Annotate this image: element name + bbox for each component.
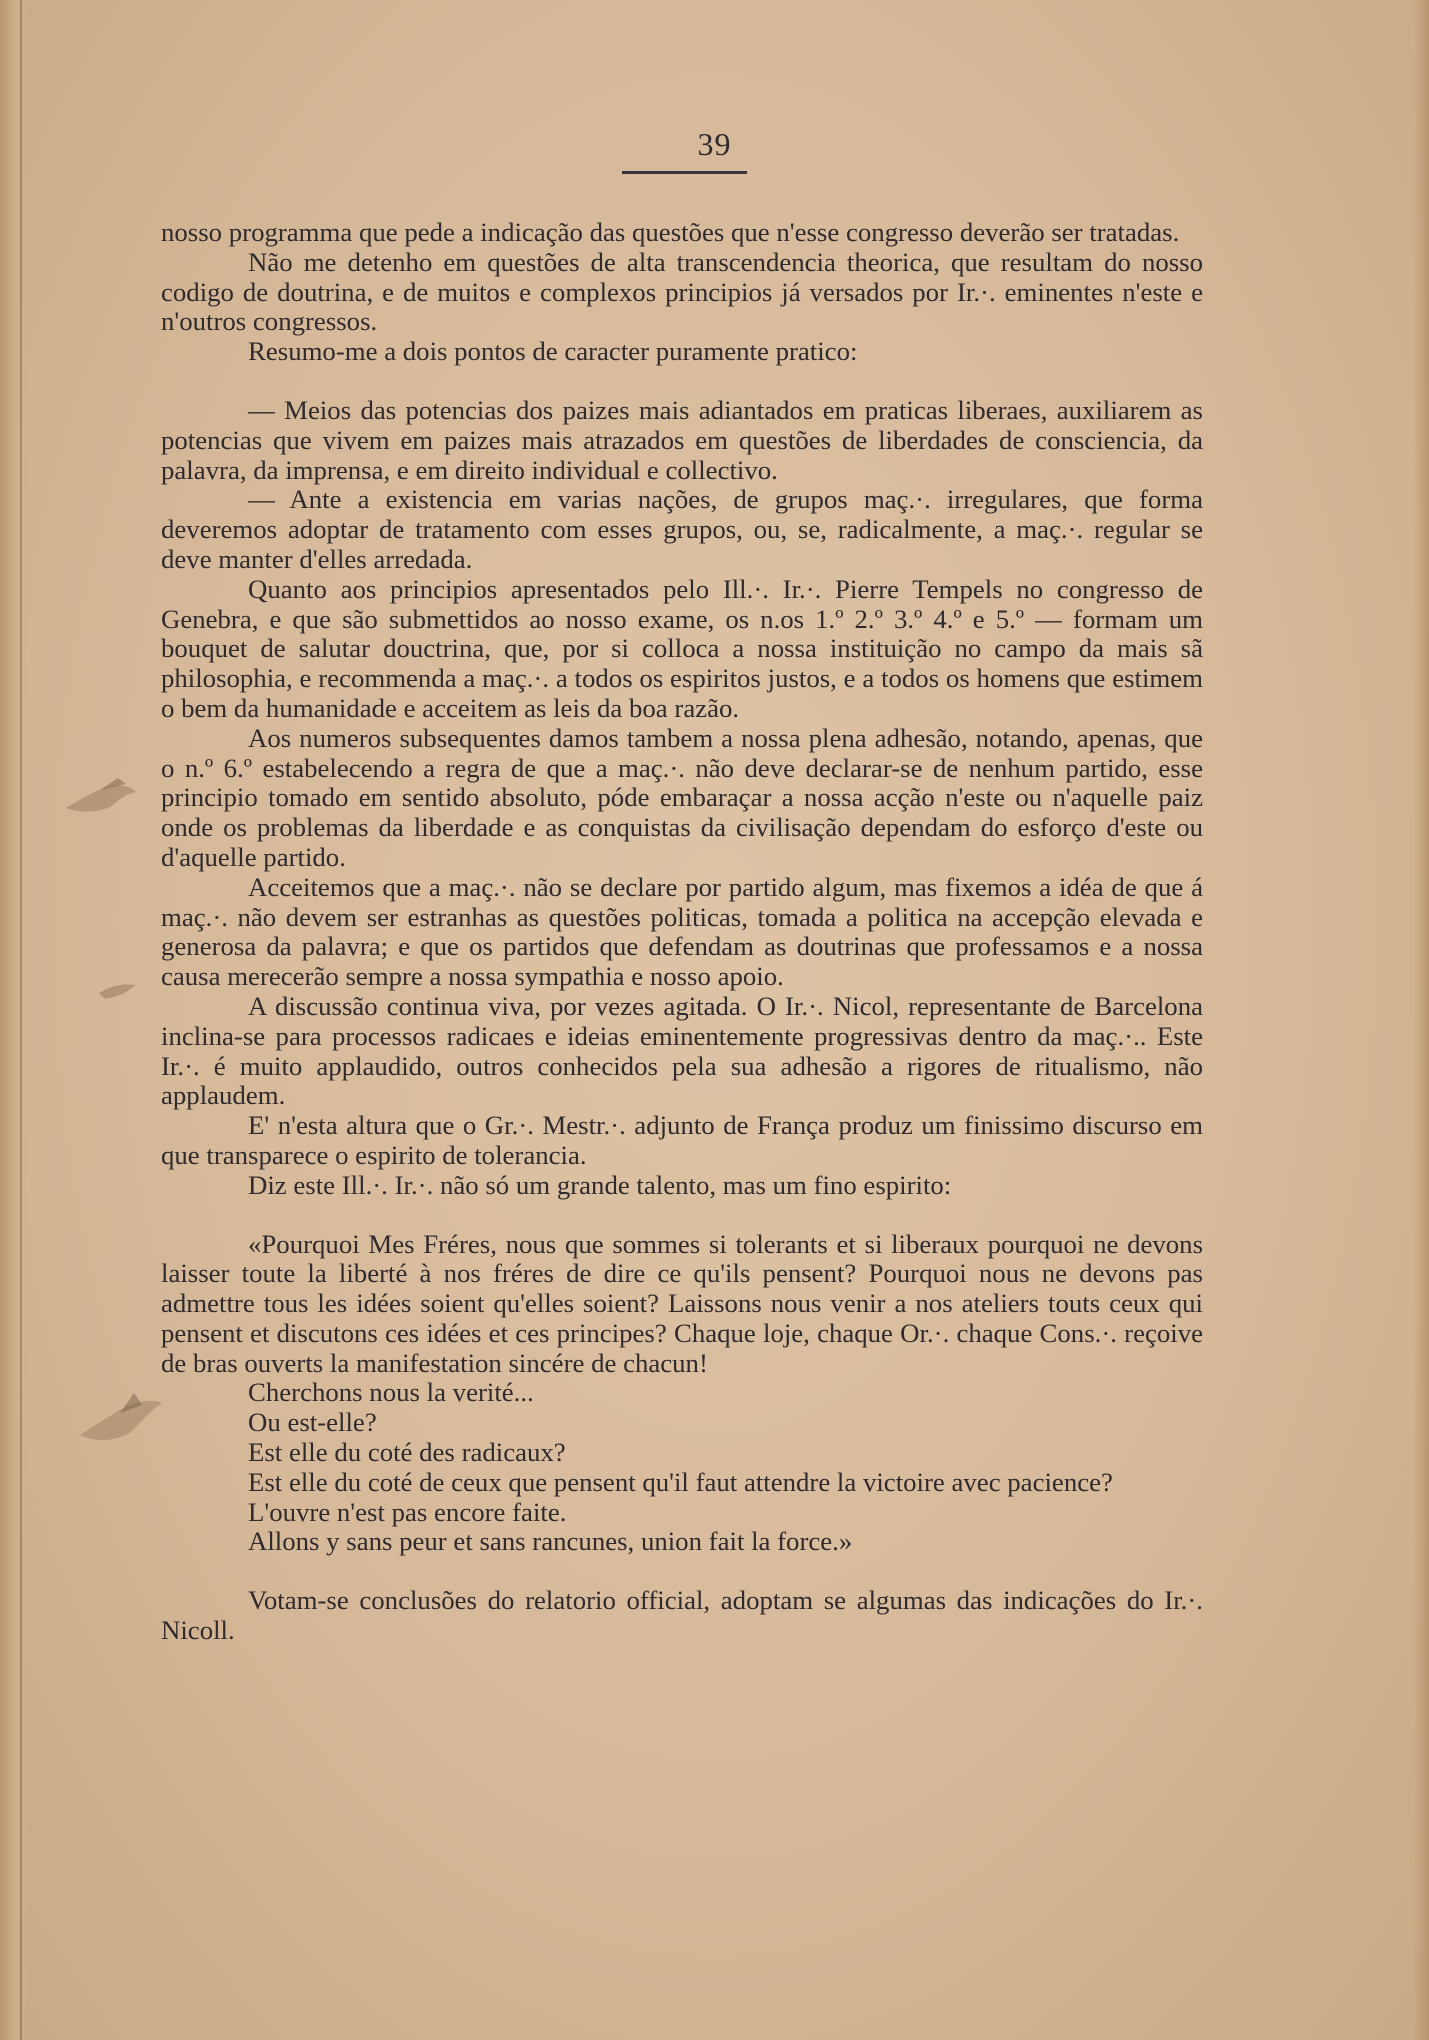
paragraph: Não me detenho em questões de alta transcendencia theorica, que resultam do nosso codigo de doutrina, e de muitos e complexos principios já versados por Ir.·. eminentes n'este e n'outros congressos.: [161, 246, 1203, 337]
quoted-line: Est elle du coté de ceux que pensent qu'il faut attendre la victoire avec pacience?: [248, 1466, 1113, 1497]
paragraph: E' n'esta altura que o Gr.·. Mestr.·. adjunto de França produz um finissimo discurso em que transparece o espirito de tolerancia.: [161, 1110, 1203, 1170]
paragraph: — Ante a existencia em varias nações, de grupos maç.·. irregulares, que forma deveremos adoptar de tratamento com esses grupos, ou, se, radicalmente, a maç.·. regular se deve manter d'elles arredada.: [161, 484, 1203, 574]
paper-damage-mark: [95, 975, 145, 1005]
page-right-edge: [1413, 0, 1429, 2040]
paragraph: nosso programma que pede a indicação das questões que n'esse congresso deverão ser tratadas.: [161, 217, 1180, 247]
page-number: 39: [697, 126, 732, 162]
quoted-line: Allons y sans peur et sans rancunes, union fait la force.»: [248, 1526, 853, 1557]
paragraph: Quanto aos principios apresentados pelo Ill.·. Ir.·. Pierre Tempels no congresso de Genebra, e que são submettidos ao nosso exame, os n.os 1.º 2.º 3.º 4.º e 5.º — formam um bouquet de salutar douctrina, que, por si colloca a nossa instituição no campo da mais sã philosophia, e recommenda a maç.·. a todos os espiritos justos, e a todos os homens que estimem o bem da humanidade e acceitem as leis da boa razão.: [161, 573, 1203, 723]
document-body: [161, 218, 1203, 1646]
quoted-paragraph: «Pourquoi Mes Fréres, nous que sommes si tolerants et si liberaux pourquoi ne devons laisser toute la liberté à nos fréres de dire ce qu'ils pensent? Pourquoi nous ne devons pas admettre tous les idées soient qu'elles soient? Laissons nous venir a nos ateliers touts ceux qui pensent et discutons ces idées et ces principes? Chaque loje, chaque Or.·. chaque Cons.·. reçoive de bras ouverts la manifestation sincére de chacun!: [161, 1228, 1203, 1378]
paragraph: Diz este Ill.·. Ir.·. não só um grande talento, mas um fino espirito:: [248, 1169, 952, 1200]
paragraph: Resumo-me a dois pontos de caracter puramente pratico:: [248, 336, 858, 367]
paragraph: — Meios das potencias dos paizes mais adiantados em praticas liberaes, auxiliarem as potencias que vivem em paizes mais atrazados em questões de liberdades de consciencia, da palavra, da imprensa, e em direito individual e collectivo.: [161, 394, 1203, 485]
quoted-line: L'ouvre n'est pas encore faite.: [248, 1496, 567, 1527]
paragraph: Acceitemos que a maç.·. não se declare por partido algum, mas fixemos a idéa de que á maç.·. não devem ser estranhas as questões politicas, tomada a politica na accepção elevada e generosa da palavra; e que os partidos que defendam as doutrinas que professamos e a nossa causa merecerão sempre a nossa sympathia e nosso apoio.: [161, 871, 1203, 992]
paragraph: Aos numeros subsequentes damos tambem a nossa plena adhesão, notando, apenas, que o n.º 6.º estabelecendo a regra de que a maç.·. não deve declarar-se de nenhum partido, esse principio tomado em sentido absoluto, póde embaraçar a nossa acção n'este ou n'aquelle paiz onde os problemas da liberdade e as conquistas da civilisação dependam do esforço d'este ou d'aquelle partido.: [161, 722, 1203, 872]
paragraph: Votam-se conclusões do relatorio official, adoptam se algumas das indicações do Ir.·. Nicoll.: [161, 1585, 1203, 1646]
quoted-line: Est elle du coté des radicaux?: [248, 1437, 566, 1468]
paper-damage-mark: [70, 1385, 165, 1455]
quoted-line: Ou est-elle?: [248, 1407, 377, 1438]
page-binding-edge: [0, 0, 28, 2040]
paragraph: A discussão continua viva, por vezes agitada. O Ir.·. Nicol, representante de Barcelona inclina-se para processos radicaes e ideias eminentemente progressivas dentro da maç.·.. Este Ir.·. é muito applaudido, outros conhecidos pela sua adhesão a rigores de ritualismo, não applaudem.: [161, 990, 1203, 1111]
header-rule: [622, 171, 747, 174]
paper-damage-mark: [60, 770, 140, 820]
quoted-line: Cherchons nous la verité...: [248, 1377, 534, 1408]
